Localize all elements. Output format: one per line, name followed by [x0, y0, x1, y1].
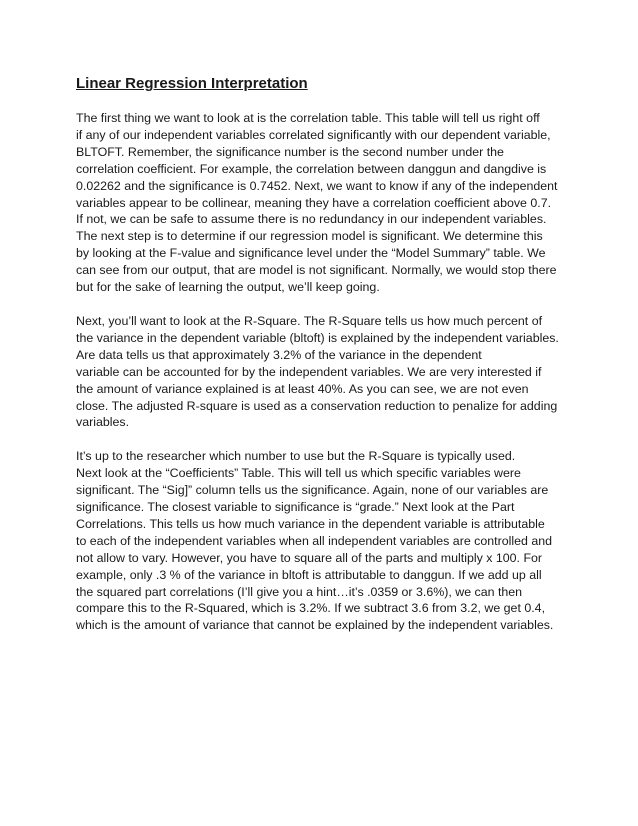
text-line: If not, we can be safe to assume there is no redundancy in our independent variables.	[76, 212, 547, 227]
paragraph-3	[76, 448, 566, 634]
text-line: It’s up to the researcher which number to use but the R-Square is typically used.	[76, 449, 516, 464]
text-line: variables appear to be collinear, meaning they have a correlation coefficient above 0.7.	[76, 195, 552, 210]
text-line: Are data tells us that approximately 3.2% of the variance in the dependent	[76, 347, 482, 362]
text-line: Next look at the “Coefficients” Table. This will tell us which specific variables were	[76, 466, 521, 481]
text-line: Correlations. This tells us how much variance in the dependent variable is attributable	[76, 516, 545, 531]
paragraph-2	[76, 313, 566, 431]
text-line: which is the amount of variance that cannot be explained by the independent variables.	[76, 618, 554, 633]
text-line: variable can be accounted for by the independent variables. We are very interested if	[76, 364, 542, 379]
text-line: example, only .3 % of the variance in bltoft is attributable to danggun. If we add up all	[76, 567, 542, 582]
text-line: to each of the independent variables when all independent variables are controlled and	[76, 533, 552, 548]
text-line: the squared part correlations (I’ll give you a hint…it’s .0359 or 3.6%), we can then	[76, 584, 523, 599]
document-title: Linear Regression Interpretation	[76, 75, 308, 92]
text-line: The first thing we want to look at is the correlation table. This table will tell us right off	[76, 111, 540, 125]
text-line: the variance in the dependent variable (bltoft) is explained by the independent variables.	[76, 330, 559, 345]
text-line: significant. The “Sig]” column tells us the significance. Again, none of our variables are	[76, 483, 549, 498]
document-body	[76, 75, 566, 651]
text-line: can see from our output, that are model is not significant. Normally, we would stop there	[76, 263, 557, 278]
paragraph-1	[76, 110, 566, 296]
text-line: 0.02262 and the significance is 0.7452. Next, we want to know if any of the independent	[76, 178, 558, 193]
text-line: correlation coefficient. For example, the correlation between danggun and dangdive is	[76, 161, 547, 176]
text-line: BLTOFT. Remember, the significance number is the second number under the	[76, 144, 504, 159]
text-line: not allow to vary. However, you have to square all of the parts and multiply x 100. For	[76, 550, 543, 565]
text-line: but for the sake of learning the output, we’ll keep going.	[76, 280, 380, 295]
text-line: close. The adjusted R-square is used as a conservation reduction to penalize for adding	[76, 398, 558, 413]
text-line: compare this to the R-Squared, which is 3.2%. If we subtract 3.6 from 3.2, we get 0.4,	[76, 601, 546, 616]
text-line: the amount of variance explained is at least 40%. As you can see, we are not even	[76, 381, 529, 396]
text-line: variables.	[76, 415, 130, 430]
text-line: The next step is to determine if our regression model is significant. We determine this	[76, 229, 543, 244]
text-line: Next, you’ll want to look at the R-Square. The R-Square tells us how much percent of	[76, 313, 543, 328]
text-line: by looking at the F-value and significance level under the “Model Summary” table. We	[76, 246, 546, 261]
text-line: if any of our independent variables correlated significantly with our dependent variable,	[76, 127, 551, 142]
text-line: significance. The closest variable to significance is “grade.” Next look at the Part	[76, 500, 515, 515]
